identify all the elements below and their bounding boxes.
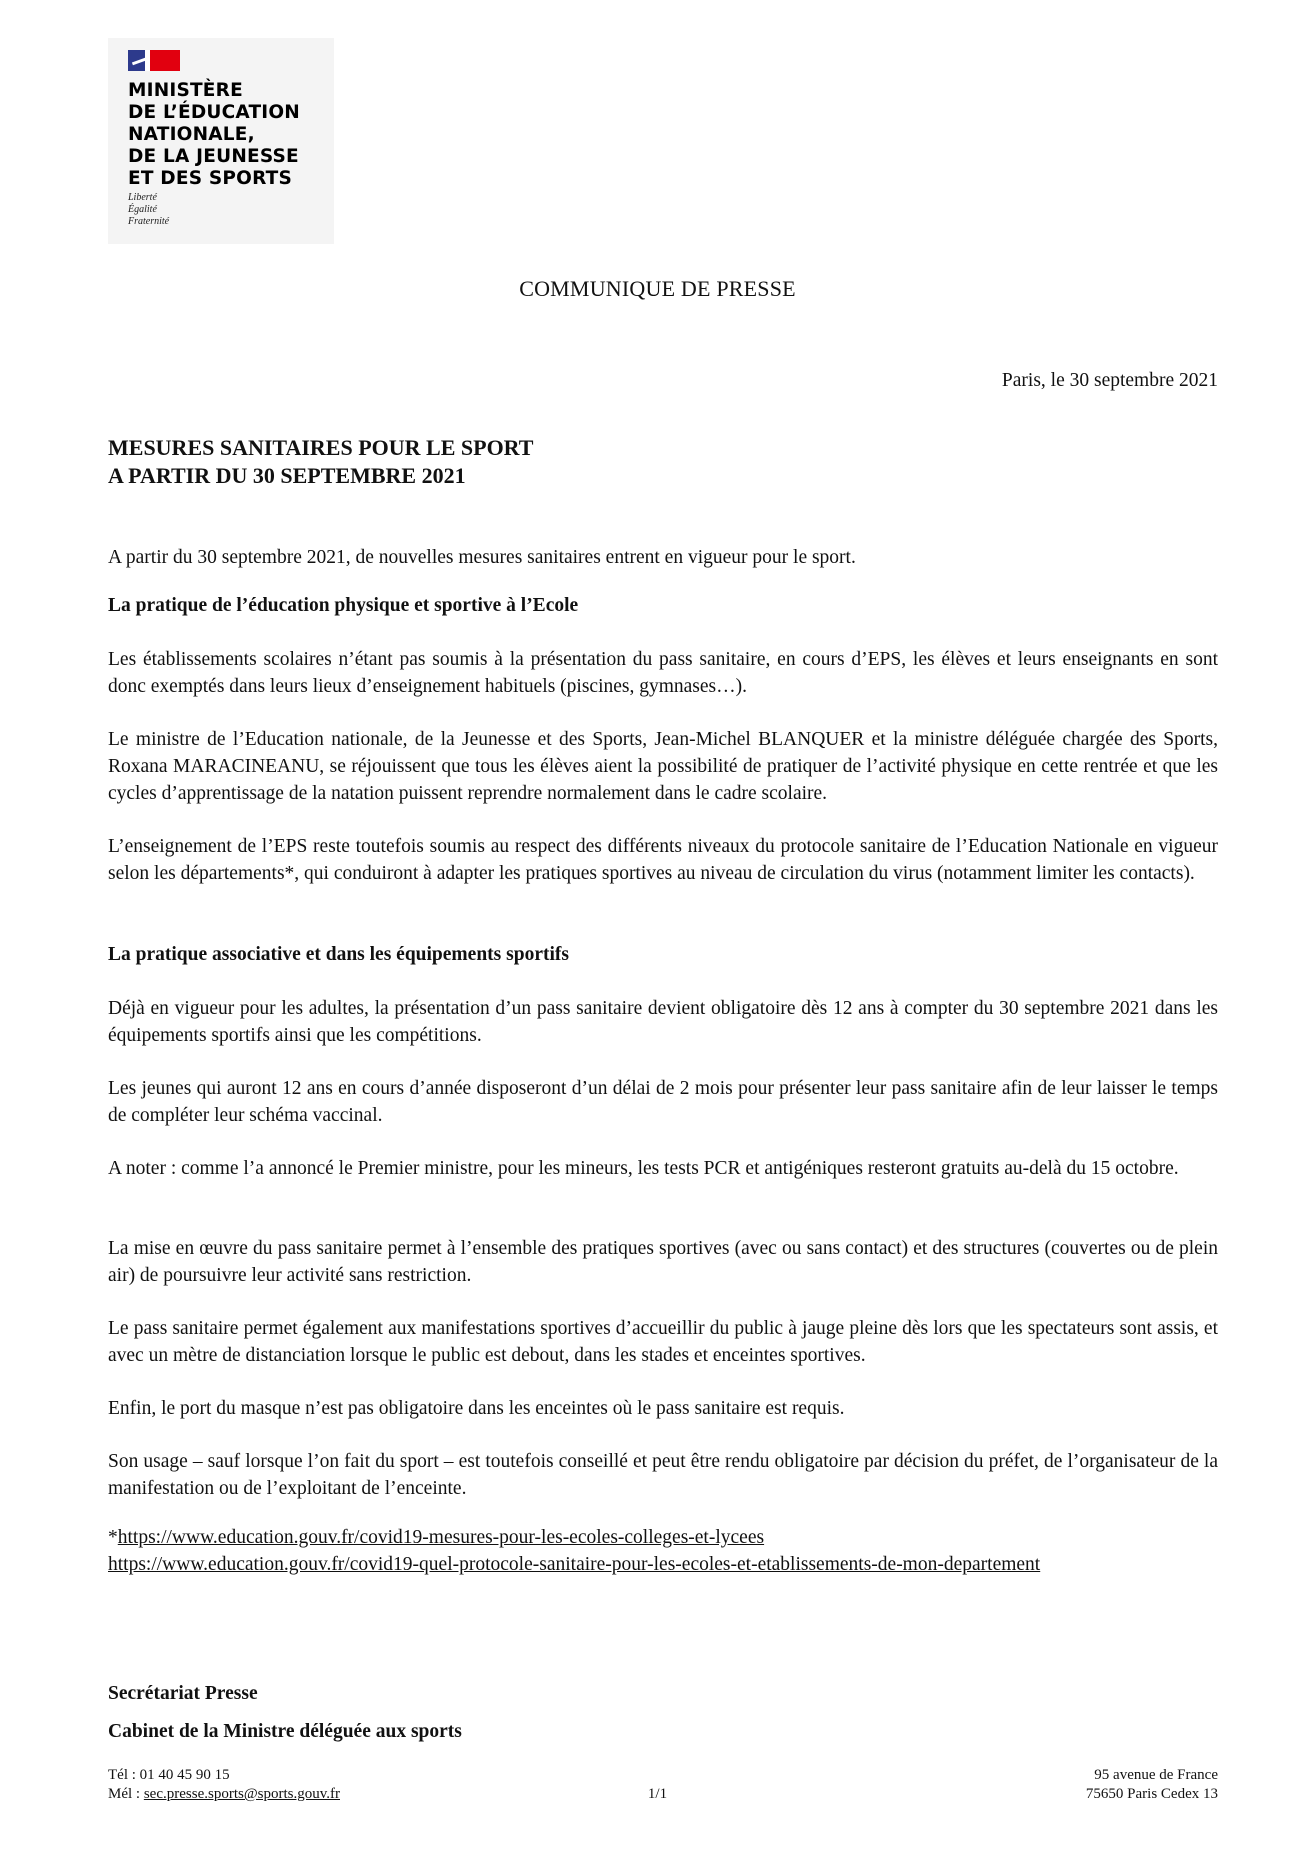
ministry-name [128, 80, 300, 190]
body-paragraph: Le pass sanitaire permet également aux manifestations sportives d’accueillir du public à jauge pleine dès lors que les spectateurs sont assis, et avec un mètre de distanciation lorsque le public est debout, dans les stades et enceintes sportives. [108, 1318, 1218, 1366]
heading-line: A PARTIR DU 30 SEPTEMBRE 2021 [108, 463, 466, 488]
page-number: 1/1 [647, 1786, 668, 1802]
address-line: 75650 Paris Cedex 13 [1085, 1786, 1218, 1802]
ministry-name-line: MINISTÈRE [128, 80, 243, 101]
body-paragraph: Son usage – sauf lorsque l’on fait du sport – est toutefois conseillé et peut être rendu obligatoire par décision du préfet, de l’organisateur de la manifestation ou de l’exploitant de l’enceinte. [108, 1451, 1218, 1499]
ministry-name-line: NATIONALE, [128, 124, 255, 145]
motto-line: Liberté [128, 192, 157, 203]
body-paragraph: Les établissements scolaires n’étant pas soumis à la présentation du pass sanitaire, en cours d’EPS, les élèves et leurs enseignants en sont donc exemptés dans leurs lieux d’enseignement habituels (piscines, gymnases…). [108, 649, 1218, 697]
body-paragraph: La mise en œuvre du pass sanitaire permet à l’ensemble des pratiques sportives (avec ou sans contact) et des structures (couvertes ou de plein air) de poursuivre leur activité sans restriction. [108, 1238, 1218, 1286]
body-paragraph: Le ministre de l’Education nationale, de la Jeunesse et des Sports, Jean-Michel BLANQUER et la ministre déléguée chargée des Sports, Roxana MARACINEANU, se réjouissent que tous les élèves aient la possibilité de pratiquer de l’activité physique en cette rentrée et que les cycles d’apprentissage de la natation puissent reprendre normalement dans le cadre scolaire. [108, 729, 1218, 804]
footer-tel: Tél : 01 40 45 90 15 [108, 1767, 230, 1783]
date-line: Paris, le 30 septembre 2021 [1001, 370, 1218, 391]
footer-address [1086, 1766, 1218, 1804]
footnote [108, 1524, 1040, 1578]
footer-email-link[interactable]: sec.presse.sports@sports.gouv.fr [143, 1786, 340, 1802]
motto-line: Fraternité [128, 216, 170, 227]
footnote-asterisk: * [108, 1527, 118, 1548]
footnote-link-protocole[interactable]: https://www.education.gouv.fr/covid19-quel-protocole-sanitaire-pour-les-ecoles-et-etablissements-de-mon-departement [108, 1554, 1041, 1575]
heading-line: MESURES SANITAIRES POUR LE SPORT [108, 435, 534, 460]
footnote-link-mesures[interactable]: https://www.education.gouv.fr/covid19-mesures-pour-les-ecoles-colleges-et-lycees [117, 1527, 765, 1548]
signature-press-office: Secrétariat Presse [108, 1683, 258, 1704]
body-paragraph: Déjà en vigueur pour les adultes, la présentation d’un pass sanitaire devient obligatoire dès 12 ans à compter du 30 septembre 2021 dans les équipements sportifs ainsi que les compétitions. [108, 998, 1218, 1046]
body-paragraph: A noter : comme l’a annoncé le Premier ministre, pour les mineurs, les tests PCR et antigéniques resteront gratuits au-delà du 15 octobre. [108, 1158, 1179, 1179]
ministry-name-line: DE LA JEUNESSE [128, 146, 299, 167]
document-type-title: COMMUNIQUE DE PRESSE [519, 276, 796, 301]
motto-line: Égalité [128, 204, 157, 215]
address-line: 95 avenue de France [1094, 1767, 1218, 1783]
body-paragraph: L’enseignement de l’EPS reste toutefois soumis au respect des différents niveaux du protocole sanitaire de l’Education Nationale en vigueur selon les départements*, qui conduiront à adapter les pratiques sportives au niveau de circulation du virus (notamment limiter les contacts). [108, 836, 1218, 884]
body-paragraph: Les jeunes qui auront 12 ans en cours d’année disposeront d’un délai de 2 mois pour présenter leur pass sanitaire afin de leur laisser le temps de compléter leur schéma vaccinal. [108, 1078, 1218, 1126]
press-release-heading [108, 434, 533, 490]
ministry-name-line: DE L’ÉDUCATION [128, 102, 300, 123]
section-heading-associative: La pratique associative et dans les équipements sportifs [108, 944, 569, 965]
ministry-name-line: ET DES SPORTS [128, 168, 293, 189]
intro-paragraph: A partir du 30 septembre 2021, de nouvelles mesures sanitaires entrent en vigueur pour le sport. [108, 547, 856, 568]
section-heading-school: La pratique de l’éducation physique et sportive à l’Ecole [108, 595, 579, 616]
body-paragraph: Enfin, le port du masque n’est pas obligatoire dans les enceintes où le pass sanitaire est requis. [108, 1398, 845, 1419]
republic-motto [128, 192, 169, 228]
signature-cabinet: Cabinet de la Ministre déléguée aux sports [108, 1721, 462, 1742]
footer-mel-label: Mél : [108, 1786, 144, 1802]
ministry-logo [108, 38, 334, 244]
marianne-flag-icon [128, 50, 180, 71]
